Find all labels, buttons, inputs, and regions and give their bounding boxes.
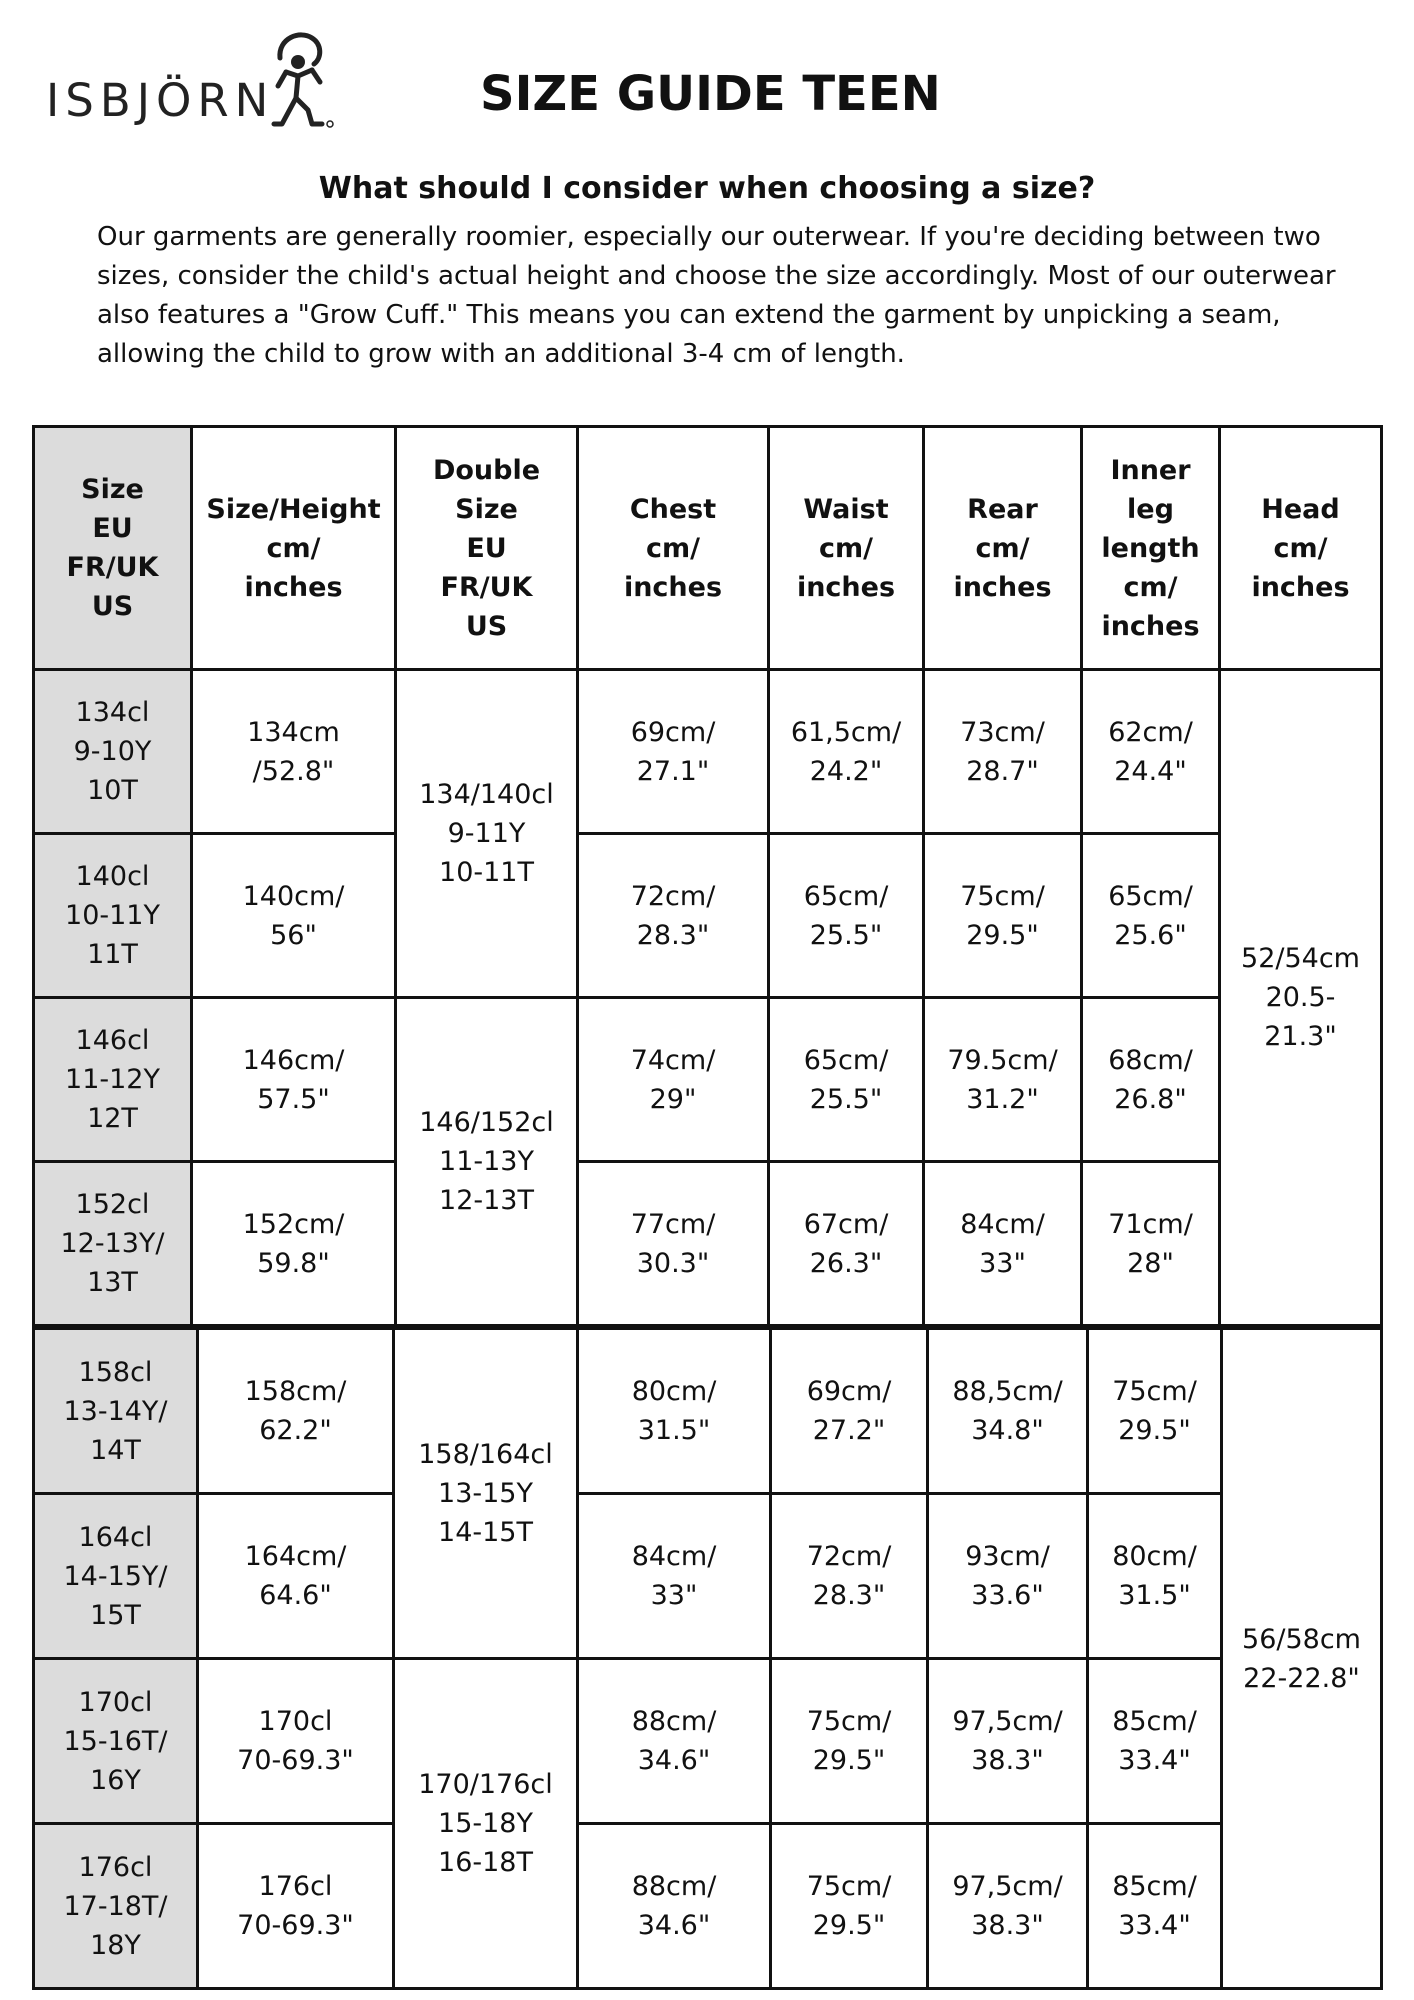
header-inner-leg: Inner leg length cm/ inches xyxy=(1082,427,1220,670)
head-cell: 56/58cm 22-22.8" xyxy=(1222,1329,1382,1989)
chest-cell: 84cm/ 33" xyxy=(578,1494,771,1659)
size-cell: 176cl 17-18T/ 18Y xyxy=(34,1824,198,1989)
size-cell: 170cl 15-16T/ 16Y xyxy=(34,1659,198,1824)
rear-cell: 88,5cm/ 34.8" xyxy=(928,1329,1088,1494)
size-cell: 164cl 14-15Y/ 15T xyxy=(34,1494,198,1659)
waist-cell: 65cm/ 25.5" xyxy=(769,834,924,998)
table-row xyxy=(34,1162,1382,1326)
rear-cell: 93cm/ 33.6" xyxy=(928,1494,1088,1659)
intro-line: allowing the child to grow with an additional 3-4 cm of length. xyxy=(97,339,905,369)
polar-bear-figure-icon xyxy=(260,28,336,132)
intro-line: Our garments are generally roomier, especially our outerwear. If you're deciding between two xyxy=(97,222,1321,252)
head-cell: 52/54cm 20.5- 21.3" xyxy=(1220,670,1382,1326)
rear-cell: 75cm/ 29.5" xyxy=(924,834,1082,998)
header-size-height: Size/Height cm/ inches xyxy=(192,427,396,670)
inner-leg-cell: 65cm/ 25.6" xyxy=(1082,834,1220,998)
size-guide-tables xyxy=(32,425,1380,1990)
double-size-cell: 134/140cl 9-11Y 10-11T xyxy=(396,670,578,998)
inner-leg-cell: 62cm/ 24.4" xyxy=(1082,670,1220,834)
brand-logo xyxy=(46,28,336,132)
inner-leg-cell: 75cm/ 29.5" xyxy=(1088,1329,1222,1494)
double-size-cell: 170/176cl 15-18Y 16-18T xyxy=(394,1659,578,1989)
chest-cell: 74cm/ 29" xyxy=(578,998,769,1162)
chest-cell: 80cm/ 31.5" xyxy=(578,1329,771,1494)
inner-leg-cell: 80cm/ 31.5" xyxy=(1088,1494,1222,1659)
double-size-cell: 146/152cl 11-13Y 12-13T xyxy=(396,998,578,1326)
rear-cell: 97,5cm/ 38.3" xyxy=(928,1824,1088,1989)
inner-leg-cell: 71cm/ 28" xyxy=(1082,1162,1220,1326)
table-row xyxy=(34,1659,1382,1824)
inner-leg-cell: 85cm/ 33.4" xyxy=(1088,1659,1222,1824)
waist-cell: 75cm/ 29.5" xyxy=(771,1824,928,1989)
height-cell: 146cm/ 57.5" xyxy=(192,998,396,1162)
header-head: Head cm/ inches xyxy=(1220,427,1382,670)
height-cell: 140cm/ 56" xyxy=(192,834,396,998)
intro-paragraph xyxy=(97,218,1397,374)
intro-line: sizes, consider the child's actual height and choose the size accordingly. Most of our outerwear xyxy=(97,261,1336,291)
size-cell: 152cl 12-13Y/ 13T xyxy=(34,1162,192,1326)
height-cell: 164cm/ 64.6" xyxy=(198,1494,394,1659)
chest-cell: 77cm/ 30.3" xyxy=(578,1162,769,1326)
chest-cell: 88cm/ 34.6" xyxy=(578,1824,771,1989)
chest-cell: 88cm/ 34.6" xyxy=(578,1659,771,1824)
size-cell: 146cl 11-12Y 12T xyxy=(34,998,192,1162)
header-rear: Rear cm/ inches xyxy=(924,427,1082,670)
waist-cell: 67cm/ 26.3" xyxy=(769,1162,924,1326)
height-cell: 176cl 70-69.3" xyxy=(198,1824,394,1989)
waist-cell: 72cm/ 28.3" xyxy=(771,1494,928,1659)
header-size: Size EU FR/UK US xyxy=(34,427,192,670)
size-cell: 134cl 9-10Y 10T xyxy=(34,670,192,834)
inner-leg-cell: 68cm/ 26.8" xyxy=(1082,998,1220,1162)
chest-cell: 72cm/ 28.3" xyxy=(578,834,769,998)
rear-cell: 97,5cm/ 38.3" xyxy=(928,1659,1088,1824)
height-cell: 170cl 70-69.3" xyxy=(198,1659,394,1824)
table-row xyxy=(34,834,1382,998)
rear-cell: 79.5cm/ 31.2" xyxy=(924,998,1082,1162)
header-waist: Waist cm/ inches xyxy=(769,427,924,670)
inner-leg-cell: 85cm/ 33.4" xyxy=(1088,1824,1222,1989)
size-cell: 158cl 13-14Y/ 14T xyxy=(34,1329,198,1494)
rear-cell: 73cm/ 28.7" xyxy=(924,670,1082,834)
waist-cell: 65cm/ 25.5" xyxy=(769,998,924,1162)
waist-cell: 61,5cm/ 24.2" xyxy=(769,670,924,834)
header-chest: Chest cm/ inches xyxy=(578,427,769,670)
brand-logo-text: ISBJÖRN xyxy=(46,74,275,127)
table-row xyxy=(34,1329,1382,1494)
waist-cell: 75cm/ 29.5" xyxy=(771,1659,928,1824)
table-row xyxy=(34,670,1382,834)
table-header-row xyxy=(34,427,1382,670)
intro-line: also features a "Grow Cuff." This means you can extend the garment by unpicking a seam, xyxy=(97,300,1281,330)
height-cell: 134cm /52.8" xyxy=(192,670,396,834)
page-title: SIZE GUIDE TEEN xyxy=(480,66,941,122)
size-table-upper xyxy=(32,425,1383,1327)
intro-heading: What should I consider when choosing a size? xyxy=(318,171,1096,206)
size-table-lower xyxy=(32,1327,1383,1990)
table-row xyxy=(34,1494,1382,1659)
height-cell: 152cm/ 59.8" xyxy=(192,1162,396,1326)
table-row xyxy=(34,998,1382,1162)
table-row xyxy=(34,1824,1382,1989)
height-cell: 158cm/ 62.2" xyxy=(198,1329,394,1494)
header-double-size: Double Size EU FR/UK US xyxy=(396,427,578,670)
chest-cell: 69cm/ 27.1" xyxy=(578,670,769,834)
rear-cell: 84cm/ 33" xyxy=(924,1162,1082,1326)
double-size-cell: 158/164cl 13-15Y 14-15T xyxy=(394,1329,578,1659)
waist-cell: 69cm/ 27.2" xyxy=(771,1329,928,1494)
size-cell: 140cl 10-11Y 11T xyxy=(34,834,192,998)
